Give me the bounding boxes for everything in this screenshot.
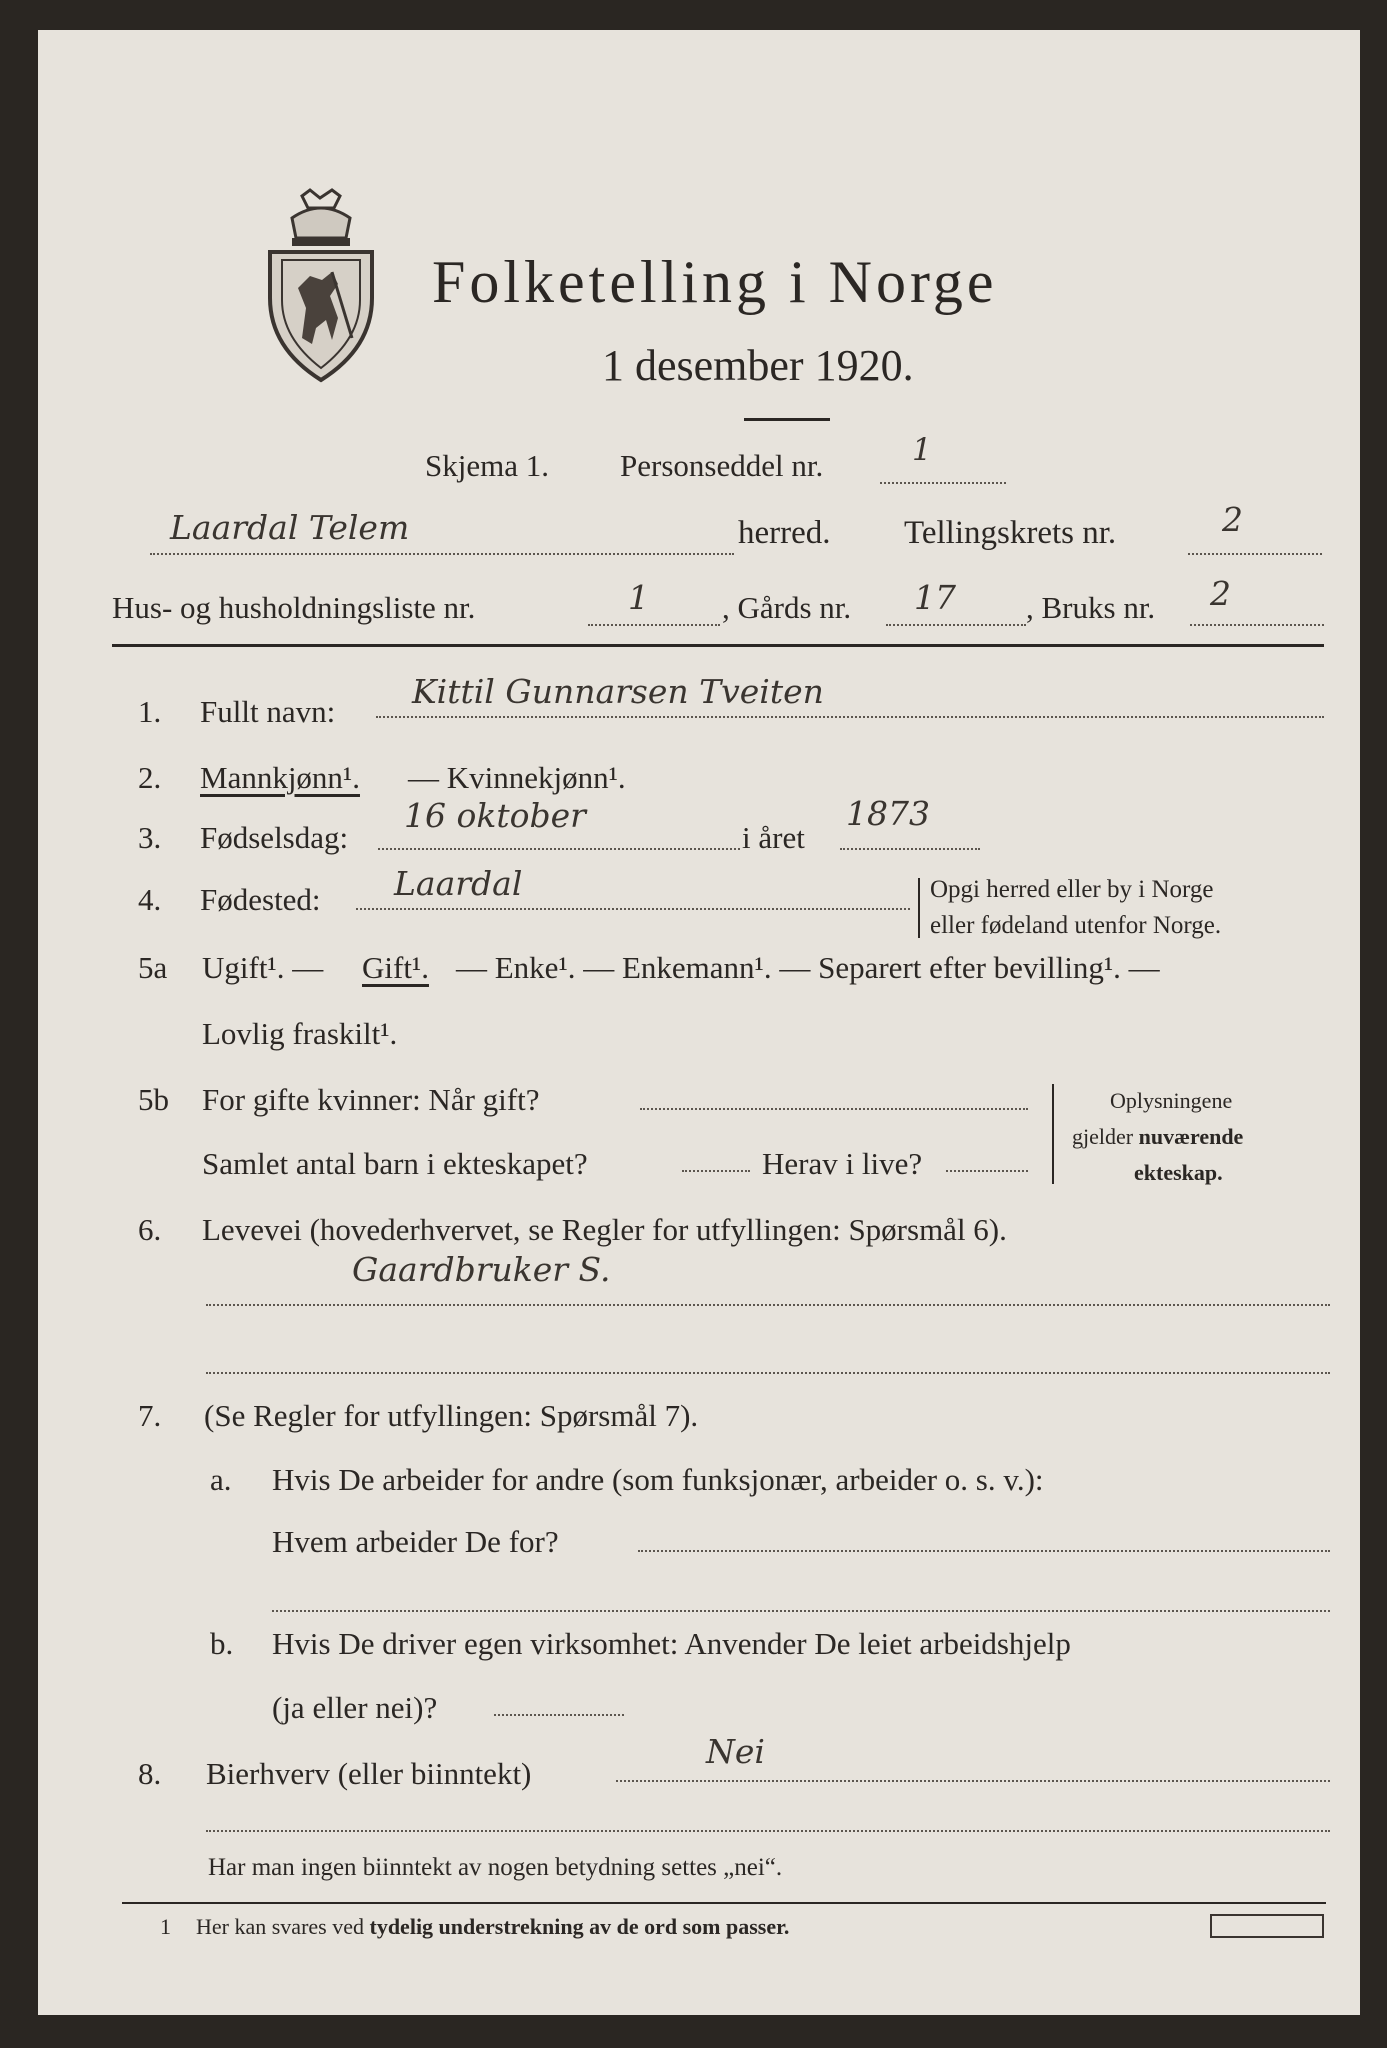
printer-stamp	[1210, 1914, 1324, 1938]
herred-label: herred.	[738, 515, 831, 551]
q7-label: (Se Regler for utfyllingen: Spørsmål 7).	[204, 1398, 699, 1433]
skjema-label: Skjema 1.	[425, 448, 549, 483]
husliste-line	[588, 624, 720, 626]
personseddel-value[interactable]: 1	[912, 432, 932, 468]
q5b-line-1: For gifte kvinner: Når gift?	[202, 1082, 540, 1117]
q3-year-line	[840, 848, 980, 850]
q7a-line-extra	[272, 1610, 1330, 1612]
q1-number: 1.	[138, 694, 162, 729]
q8-note: Har man ingen biinntekt av nogen betydning settes „nei“.	[208, 1854, 783, 1881]
title-divider	[744, 418, 830, 421]
gards-value[interactable]: 17	[914, 578, 956, 617]
q5b-number: 5b	[138, 1082, 169, 1117]
q7b-line-2: (ja eller nei)?	[272, 1690, 438, 1725]
census-date: 1 desember 1920.	[602, 341, 914, 390]
footnote-divider	[122, 1902, 1326, 1904]
q3-year-value[interactable]: 1873	[846, 794, 930, 833]
q3-number: 3.	[138, 820, 162, 855]
q4-brace	[918, 878, 920, 938]
q8-line	[616, 1780, 1330, 1782]
q3-year-label: i året	[742, 820, 805, 855]
personseddel-label: Personseddel nr.	[620, 448, 824, 483]
q7a-line-2: Hvem arbeider De for?	[272, 1524, 559, 1559]
q8-number: 8.	[138, 1756, 162, 1791]
q5b-note-3: ekteskap.	[1134, 1160, 1223, 1185]
q7a-letter: a.	[210, 1462, 232, 1497]
q6-value[interactable]: Gaardbruker S.	[352, 1250, 611, 1289]
q4-label: Fødested:	[200, 882, 321, 917]
q5a-gift[interactable]: Gift¹.	[362, 950, 429, 985]
section-divider	[112, 644, 1324, 647]
q7a-line	[638, 1550, 1330, 1552]
q5b-naar-gift-line	[640, 1108, 1028, 1110]
q4-number: 4.	[138, 882, 162, 917]
q3-day-line	[378, 848, 740, 850]
q1-line	[376, 716, 1324, 718]
q6-label: Levevei (hovederhvervet, se Regler for utfyllingen: Spørsmål 6).	[202, 1212, 1007, 1247]
q2-male[interactable]: Mannkjønn¹.	[200, 760, 360, 795]
q5b-note-1: Oplysningene	[1110, 1088, 1233, 1113]
q2-number: 2.	[138, 760, 162, 795]
q5b-line-2b: Herav i live?	[762, 1146, 923, 1181]
q4-line	[356, 908, 910, 910]
husliste-value[interactable]: 1	[628, 578, 649, 617]
q5b-note-2: gjelder nuværende	[1072, 1124, 1244, 1149]
q7b-line-1: Hvis De driver egen virksomhet: Anvender De leiet arbeidshjelp	[272, 1626, 1071, 1661]
q7b-letter: b.	[210, 1626, 234, 1661]
q2-female[interactable]: — Kvinnekjønn¹.	[408, 760, 626, 795]
q5a-number: 5a	[138, 950, 168, 985]
q7b-line	[494, 1714, 624, 1716]
q5b-brace	[1052, 1084, 1054, 1184]
q5b-barn-line	[682, 1170, 750, 1172]
bruks-line	[1190, 624, 1324, 626]
personseddel-line	[880, 482, 1006, 484]
q1-value[interactable]: Kittil Gunnarsen Tveiten	[412, 672, 824, 711]
coat-of-arms-icon	[262, 188, 380, 384]
herred-line	[150, 553, 734, 555]
tellingskrets-label: Tellingskrets nr.	[904, 515, 1117, 551]
q7a-line-1: Hvis De arbeider for andre (som funksjonær, arbeider o. s. v.):	[272, 1462, 1044, 1497]
tellingskrets-line	[1188, 553, 1322, 555]
gards-line	[886, 624, 1026, 626]
q5a-lovlig-fraskilt[interactable]: Lovlig fraskilt¹.	[202, 1016, 398, 1051]
footnote-text: Her kan svares ved tydelig understrekning av de ord som passer.	[196, 1914, 790, 1939]
q3-label: Fødselsdag:	[200, 820, 349, 855]
q8-label: Bierhverv (eller biinntekt)	[206, 1756, 532, 1791]
q8-line-extra	[206, 1830, 1330, 1832]
footnote-mark: 1	[160, 1914, 171, 1939]
q8-value[interactable]: Nei	[706, 1732, 765, 1771]
q5b-line-2a: Samlet antal barn i ekteskapet?	[202, 1146, 588, 1181]
q1-label: Fullt navn:	[200, 694, 336, 729]
herred-value[interactable]: Laardal Telem	[170, 508, 410, 547]
bruks-label: , Bruks nr.	[1026, 590, 1156, 625]
q5a-rest[interactable]: — Enke¹. — Enkemann¹. — Separert efter bevilling¹. —	[456, 950, 1160, 985]
q6-line-1	[206, 1304, 1330, 1306]
q4-note-1: Opgi herred eller by i Norge	[930, 876, 1214, 903]
q5a-ugift[interactable]: Ugift¹. —	[202, 950, 324, 985]
q7-number: 7.	[138, 1398, 162, 1433]
gards-label: , Gårds nr.	[722, 590, 852, 625]
q4-note-2: eller fødeland utenfor Norge.	[930, 912, 1222, 939]
q3-day-value[interactable]: 16 oktober	[404, 796, 586, 835]
q6-line-2	[206, 1372, 1330, 1374]
tellingskrets-value[interactable]: 2	[1222, 500, 1243, 539]
q4-value[interactable]: Laardal	[394, 864, 523, 903]
form-title: Folketelling i Norge	[432, 249, 998, 315]
husliste-label: Hus- og husholdningsliste nr.	[112, 590, 476, 625]
q5b-live-line	[946, 1170, 1028, 1172]
bruks-value[interactable]: 2	[1210, 574, 1231, 613]
q6-number: 6.	[138, 1212, 162, 1247]
